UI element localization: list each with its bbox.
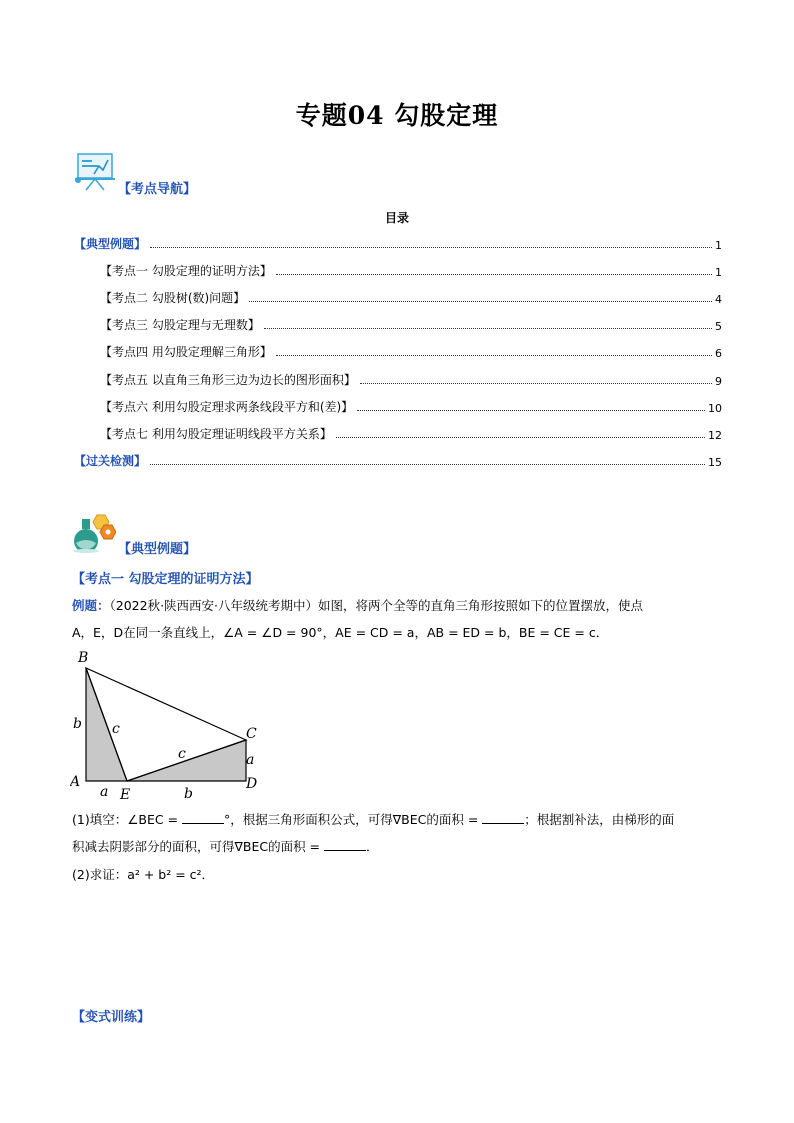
q1-text-b: °，根据三角形面积公式，可得∇BEC的面积 = [224, 812, 479, 827]
example-text-1: （2022秋·陕西西安·八年级统考期中）如图，将两个全等的直角三角形按照如下的位置摆放，使点 [109, 598, 644, 613]
answer-blank-angle[interactable] [182, 811, 224, 824]
toc-row-典型例题[interactable] [74, 236, 722, 252]
geometry-figure [70, 648, 270, 800]
presentation-board-icon [72, 150, 118, 192]
q1-text-a: (1)填空：∠BEC = [72, 812, 179, 827]
label-side-c-mid: c [178, 746, 186, 762]
toc-leader-dots [150, 464, 705, 465]
toc-page-number: 10 [708, 402, 722, 415]
toc-leader-dots [357, 410, 705, 411]
toc-page-number: 6 [715, 347, 722, 360]
toc-leader-dots [336, 437, 705, 438]
toc-row-过关检测[interactable] [74, 453, 722, 469]
example-line-2: A，E，D在同一条直线上，∠A = ∠D = 90°，AE = CD = a，AB = ED = b，BE = CE = c． [72, 625, 609, 640]
toc-row-kaodian-6[interactable] [100, 399, 722, 415]
toc-leader-dots [360, 383, 712, 384]
toc-page-number: 1 [715, 266, 722, 279]
label-side-c-left: c [112, 721, 120, 737]
toc-title: 目录 [384, 211, 409, 225]
toc-row-kaodian-1[interactable] [100, 263, 722, 279]
toc-leader-dots [264, 328, 712, 329]
toc-page-number: 12 [708, 429, 722, 442]
toc-row-kaodian-7[interactable] [100, 426, 722, 442]
toc-page-number: 9 [715, 375, 722, 388]
label-point-e: E [120, 787, 131, 800]
toc-leader-dots [249, 301, 712, 302]
toc-row-label: 【过关检测】 [74, 454, 147, 468]
toc-row-label: 【考点四 用勾股定理解三角形】 [100, 345, 272, 359]
toc-leader-dots [276, 274, 712, 275]
example-prefix: 例题： [72, 598, 110, 613]
label-side-a-right: a [246, 752, 255, 768]
label-point-d: D [246, 776, 258, 792]
toc-row-label: 【考点一 勾股定理的证明方法】 [100, 264, 272, 278]
label-side-b-left: b [73, 716, 82, 732]
label-side-b-bottom: b [184, 786, 193, 800]
question-1-line-2 [72, 838, 722, 856]
toc-page-number: 5 [715, 320, 722, 333]
toc-row-label: 【考点二 勾股树(数)问题】 [100, 291, 246, 305]
toc-leader-dots [150, 247, 712, 248]
q1-text-c: ；根据割补法，由梯形的面 [524, 812, 675, 827]
toc-row-label: 【考点七 利用勾股定理证明线段平方关系】 [100, 427, 332, 441]
answer-blank-area-1[interactable] [482, 811, 524, 824]
variant-training-label: 【变式训练】 [72, 1010, 151, 1025]
toc-leader-dots [276, 355, 712, 356]
toc-page-number: 15 [708, 456, 722, 469]
toc-row-kaodian-5[interactable] [100, 372, 722, 388]
nav-section-label: 【考点导航】 [118, 182, 197, 197]
toc-row-label: 【考点六 利用勾股定理求两条线段平方和(差)】 [100, 400, 354, 414]
question-2: (2)求证：a² + b² = c²． [72, 867, 215, 882]
example-line-1 [72, 597, 722, 615]
flask-icon [72, 513, 116, 553]
kaodian-label: 【考点一 勾股定理的证明方法】 [72, 572, 259, 587]
label-point-c: C [246, 726, 257, 742]
toc-row-label: 【典型例题】 [74, 237, 147, 251]
toc-row-kaodian-4[interactable] [100, 344, 722, 360]
label-side-a-bottom: a [100, 784, 109, 800]
toc-row-kaodian-2[interactable] [100, 290, 722, 306]
label-point-b: B [78, 650, 89, 666]
toc-row-label: 【考点三 勾股定理与无理数】 [100, 318, 260, 332]
section-label: 【典型例题】 [118, 542, 197, 557]
page-title: 专题04 勾股定理 [295, 101, 499, 130]
answer-blank-area-2[interactable] [324, 838, 366, 851]
toc-row-label: 【考点五 以直角三角形三边为边长的图形面积】 [100, 373, 356, 387]
q1-text-d: 积减去阴影部分的面积，可得∇BEC的面积 = [72, 839, 321, 854]
q1-text-e: ． [366, 839, 379, 854]
question-1-line-1 [72, 811, 722, 829]
label-point-a: A [70, 774, 81, 790]
toc-page-number: 1 [715, 239, 722, 252]
toc-row-kaodian-3[interactable] [100, 317, 722, 333]
toc-page-number: 4 [715, 293, 722, 306]
